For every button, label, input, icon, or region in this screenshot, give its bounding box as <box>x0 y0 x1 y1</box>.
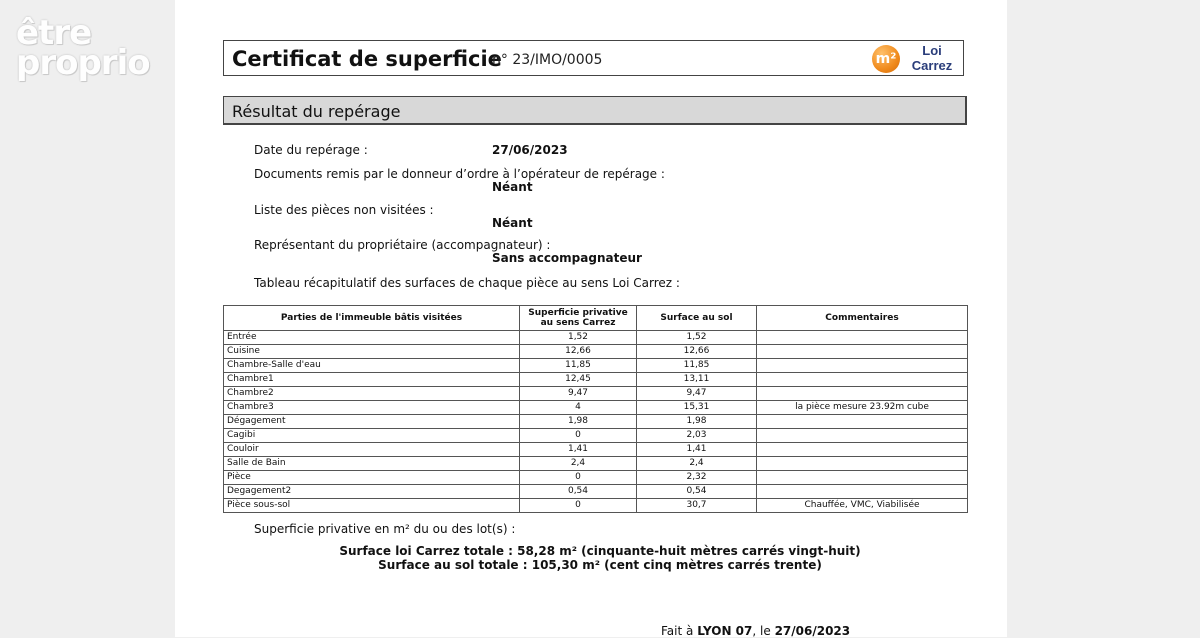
cell-comment <box>757 331 968 345</box>
watermark-line1: être <box>16 13 92 53</box>
cell-sol: 30,7 <box>637 499 757 513</box>
cell-sol: 13,11 <box>637 373 757 387</box>
cell-carrez: 0 <box>520 471 637 485</box>
loi-carrez-logo <box>906 43 958 73</box>
footer-city: LYON 07 <box>697 624 753 638</box>
cell-sol: 1,52 <box>637 331 757 345</box>
document-page <box>175 0 1007 637</box>
cell-sol: 9,47 <box>637 387 757 401</box>
cell-piece: Pièce <box>224 471 520 485</box>
cell-carrez: 1,41 <box>520 443 637 457</box>
docs-value: Néant <box>492 180 533 194</box>
cell-carrez: 0 <box>520 429 637 443</box>
table-row <box>224 359 968 373</box>
cell-comment <box>757 373 968 387</box>
m2-logo-icon: m² <box>872 45 900 73</box>
summary-label: Superficie privative en m² du ou des lot(s) : <box>254 522 516 536</box>
table-row <box>224 331 968 345</box>
representative-label: Représentant du propriétaire (accompagnateur) : <box>254 238 551 252</box>
column-header-sol: Surface au sol <box>637 306 757 331</box>
table-row <box>224 471 968 485</box>
section-header <box>223 96 967 125</box>
cell-sol: 2,4 <box>637 457 757 471</box>
cell-piece: Chambre3 <box>224 401 520 415</box>
table-row <box>224 457 968 471</box>
date-value: 27/06/2023 <box>492 143 568 157</box>
cell-carrez: 9,47 <box>520 387 637 401</box>
cell-carrez: 1,98 <box>520 415 637 429</box>
cell-piece: Entrée <box>224 331 520 345</box>
certificate-title: Certificat de superficie <box>232 47 502 71</box>
table-row <box>224 373 968 387</box>
cell-carrez: 1,52 <box>520 331 637 345</box>
cell-comment <box>757 429 968 443</box>
cell-sol: 1,98 <box>637 415 757 429</box>
cell-piece: Couloir <box>224 443 520 457</box>
table-row <box>224 485 968 499</box>
footer-date: 27/06/2023 <box>774 624 851 638</box>
column-header-piece: Parties de l'immeuble bâtis visitées <box>224 306 520 331</box>
cell-sol: 2,03 <box>637 429 757 443</box>
logo-line2: Carrez <box>911 58 953 73</box>
cell-sol: 2,32 <box>637 471 757 485</box>
surfaces-table <box>223 305 968 513</box>
cell-comment <box>757 415 968 429</box>
cell-carrez: 11,85 <box>520 359 637 373</box>
cell-piece: Cagibi <box>224 429 520 443</box>
cell-comment: Chauffée, VMC, Viabilisée <box>757 499 968 513</box>
table-row <box>224 429 968 443</box>
cell-piece: Chambre1 <box>224 373 520 387</box>
table-row <box>224 401 968 415</box>
cell-carrez: 12,66 <box>520 345 637 359</box>
cell-sol: 1,41 <box>637 443 757 457</box>
cell-carrez: 4 <box>520 401 637 415</box>
cell-carrez: 0,54 <box>520 485 637 499</box>
cell-sol: 15,31 <box>637 401 757 415</box>
cell-piece: Salle de Bain <box>224 457 520 471</box>
cell-comment <box>757 387 968 401</box>
logo-line1: Loi <box>922 43 942 58</box>
etre-proprio-watermark <box>16 13 150 83</box>
cell-piece: Dégagement <box>224 415 520 429</box>
certificate-number: n° 23/IMO/0005 <box>492 52 603 68</box>
carrez-total: Surface loi Carrez totale : 58,28 m² (cinquante-huit mètres carrés vingt-huit) <box>339 544 861 558</box>
cell-piece: Chambre2 <box>224 387 520 401</box>
table-row <box>224 345 968 359</box>
cell-comment <box>757 471 968 485</box>
signature-line <box>661 624 850 638</box>
watermark-line2: proprio <box>16 43 150 83</box>
sol-total: Surface au sol totale : 105,30 m² (cent cinq mètres carrés trente) <box>378 558 822 572</box>
footer-prefix: Fait à <box>661 624 694 638</box>
cell-comment <box>757 345 968 359</box>
docs-label: Documents remis par le donneur d’ordre à l’opérateur de repérage : <box>254 167 665 181</box>
pieces-value: Néant <box>492 216 533 230</box>
column-header-comment: Commentaires <box>757 306 968 331</box>
table-row <box>224 499 968 513</box>
certificate-header <box>223 40 964 76</box>
cell-sol: 0,54 <box>637 485 757 499</box>
cell-piece: Cuisine <box>224 345 520 359</box>
section-title: Résultat du repérage <box>232 102 401 121</box>
footer-middle: , le <box>752 624 771 638</box>
table-row <box>224 387 968 401</box>
cell-comment <box>757 485 968 499</box>
pieces-label: Liste des pièces non visitées : <box>254 203 434 217</box>
table-row <box>224 443 968 457</box>
table-intro: Tableau récapitulatif des surfaces de chaque pièce au sens Loi Carrez : <box>254 276 680 290</box>
cell-comment <box>757 457 968 471</box>
cell-comment <box>757 443 968 457</box>
column-header-carrez: Superficie privative au sens Carrez <box>520 306 637 331</box>
cell-sol: 12,66 <box>637 345 757 359</box>
cell-sol: 11,85 <box>637 359 757 373</box>
cell-carrez: 0 <box>520 499 637 513</box>
date-label: Date du repérage : <box>254 143 368 157</box>
cell-comment <box>757 359 968 373</box>
cell-piece: Degagement2 <box>224 485 520 499</box>
cell-carrez: 12,45 <box>520 373 637 387</box>
cell-comment: la pièce mesure 23.92m cube <box>757 401 968 415</box>
table-header-row <box>224 306 968 331</box>
cell-carrez: 2,4 <box>520 457 637 471</box>
table-row <box>224 415 968 429</box>
representative-value: Sans accompagnateur <box>492 251 642 265</box>
cell-piece: Pièce sous-sol <box>224 499 520 513</box>
cell-piece: Chambre-Salle d'eau <box>224 359 520 373</box>
